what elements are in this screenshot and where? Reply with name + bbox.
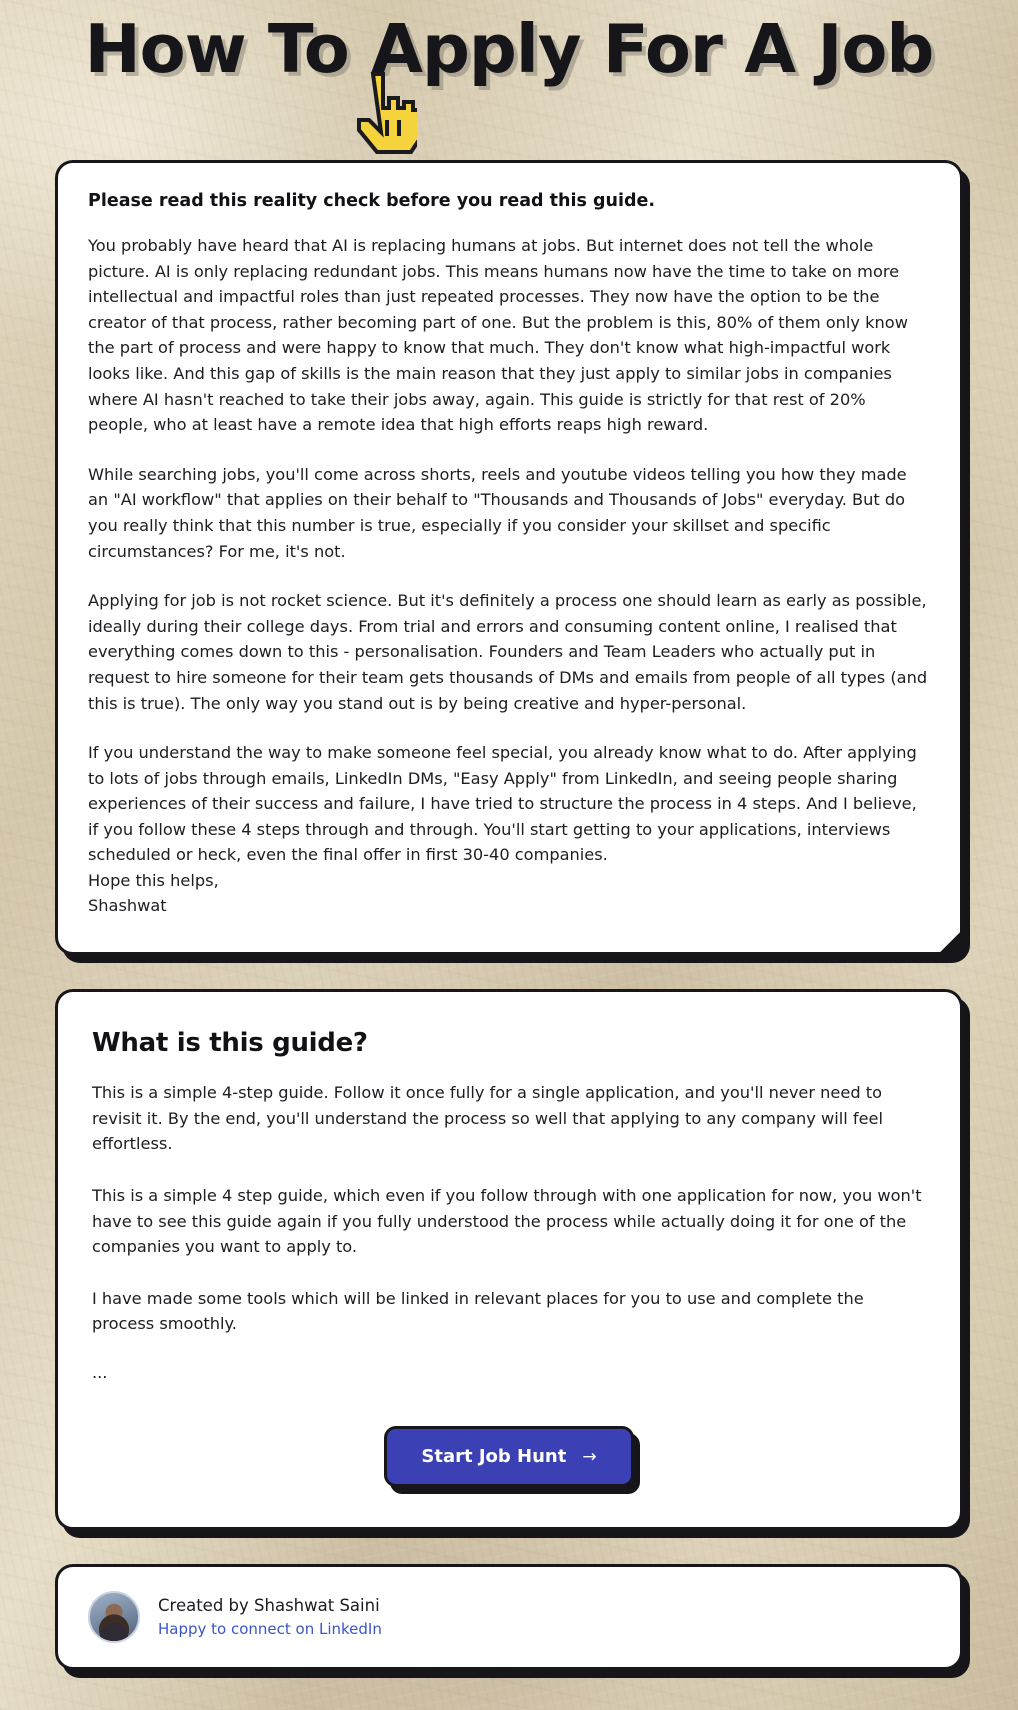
author-card <box>55 1564 963 1670</box>
created-by-label: Created by Shashwat Saini <box>158 1596 380 1616</box>
author-row <box>88 1591 930 1643</box>
signoff-line-1: Hope this helps, <box>88 871 219 891</box>
linkedin-link[interactable]: Happy to connect on LinkedIn <box>158 1620 382 1639</box>
title-area <box>55 0 963 160</box>
guide-card <box>55 989 963 1530</box>
guide-paragraph-2: This is a simple 4 step guide, which even if you follow through with one application for now, you won't have to see this guide again if you fully understood the process while actually doing it for one of the companies you want to apply to. <box>92 1186 922 1257</box>
arrow-right-icon: → <box>582 1446 597 1467</box>
start-job-hunt-label: Start Job Hunt <box>421 1446 567 1468</box>
reality-check-paragraph-1: You probably have heard that AI is replacing humans at jobs. But internet does not tell the whole picture. AI is only replacing redundant jobs. This means humans now have the time to take on more intellectual and impactful roles than just repeated processes. They now have the option to be the creator of that process, rather becoming part of one. But the problem is this, 80% of them only know the part of process and were happy to know that much. They don't know what high-impactful work looks like. And this gap of skills is the main reason that they just apply to similar jobs in companies where AI hasn't reached to take their jobs away, again. This guide is strictly for that rest of 20% people, who at least have a remote idea that high efforts reaps high reward. <box>88 236 908 435</box>
guide-paragraph-3: I have made some tools which will be linked in relevant places for you to use and complete the process smoothly. <box>92 1288 864 1334</box>
reality-check-paragraph-3: Applying for job is not rocket science. But it's definitely a process one should learn as early as possible, ideally during their college days. From trial and errors and consuming content online, I realised that everything comes down to this - personalisation. Founders and Team Leaders who actually put in request to hire someone for their team gets thousands of DMs and emails from people of all types (and this is true). The only way you stand out is by being creative and hyper-personal. <box>88 591 928 713</box>
signoff <box>88 868 930 918</box>
reality-check-paragraph-4: If you understand the way to make someone feel special, you already know what to do. After applying to lots of jobs through emails, LinkedIn DMs, "Easy Apply" from LinkedIn, and seeing people sharing experiences of their success and failure, I have tried to structure the process in 4 steps. And I believe, if you follow these 4 steps through and through. You'll start getting to your applications, interviews scheduled or heck, even the final offer in first 30-40 companies. <box>88 743 917 865</box>
start-job-hunt-button[interactable] <box>384 1426 633 1487</box>
page-title: How To Apply For A Job <box>84 10 934 88</box>
reality-check-card <box>55 160 963 955</box>
avatar <box>88 1591 140 1643</box>
signoff-line-2: Shashwat <box>88 896 167 916</box>
guide-paragraph-1: This is a simple 4-step guide. Follow it once fully for a single application, and you'll never need to revisit it. By the end, you'll understand the process so well that applying to any company will feel effortless. <box>92 1083 884 1154</box>
cta-row <box>92 1426 926 1487</box>
reality-check-heading: Please read this reality check before you read this guide. <box>88 191 656 211</box>
truncation-indicator: ... <box>92 1363 108 1383</box>
reality-check-paragraph-2: While searching jobs, you'll come across shorts, reels and youtube videos telling you how they made an "AI workflow" that applies on their behalf to "Thousands and Thousands of Jobs" everyday. But do you really think that this number is true, especially if you consider your skillset and specific circumstances? For me, it's not. <box>88 464 907 561</box>
guide-heading: What is this guide? <box>92 1028 368 1059</box>
pointing-hand-cursor-icon <box>343 68 417 156</box>
author-texts <box>158 1596 382 1638</box>
